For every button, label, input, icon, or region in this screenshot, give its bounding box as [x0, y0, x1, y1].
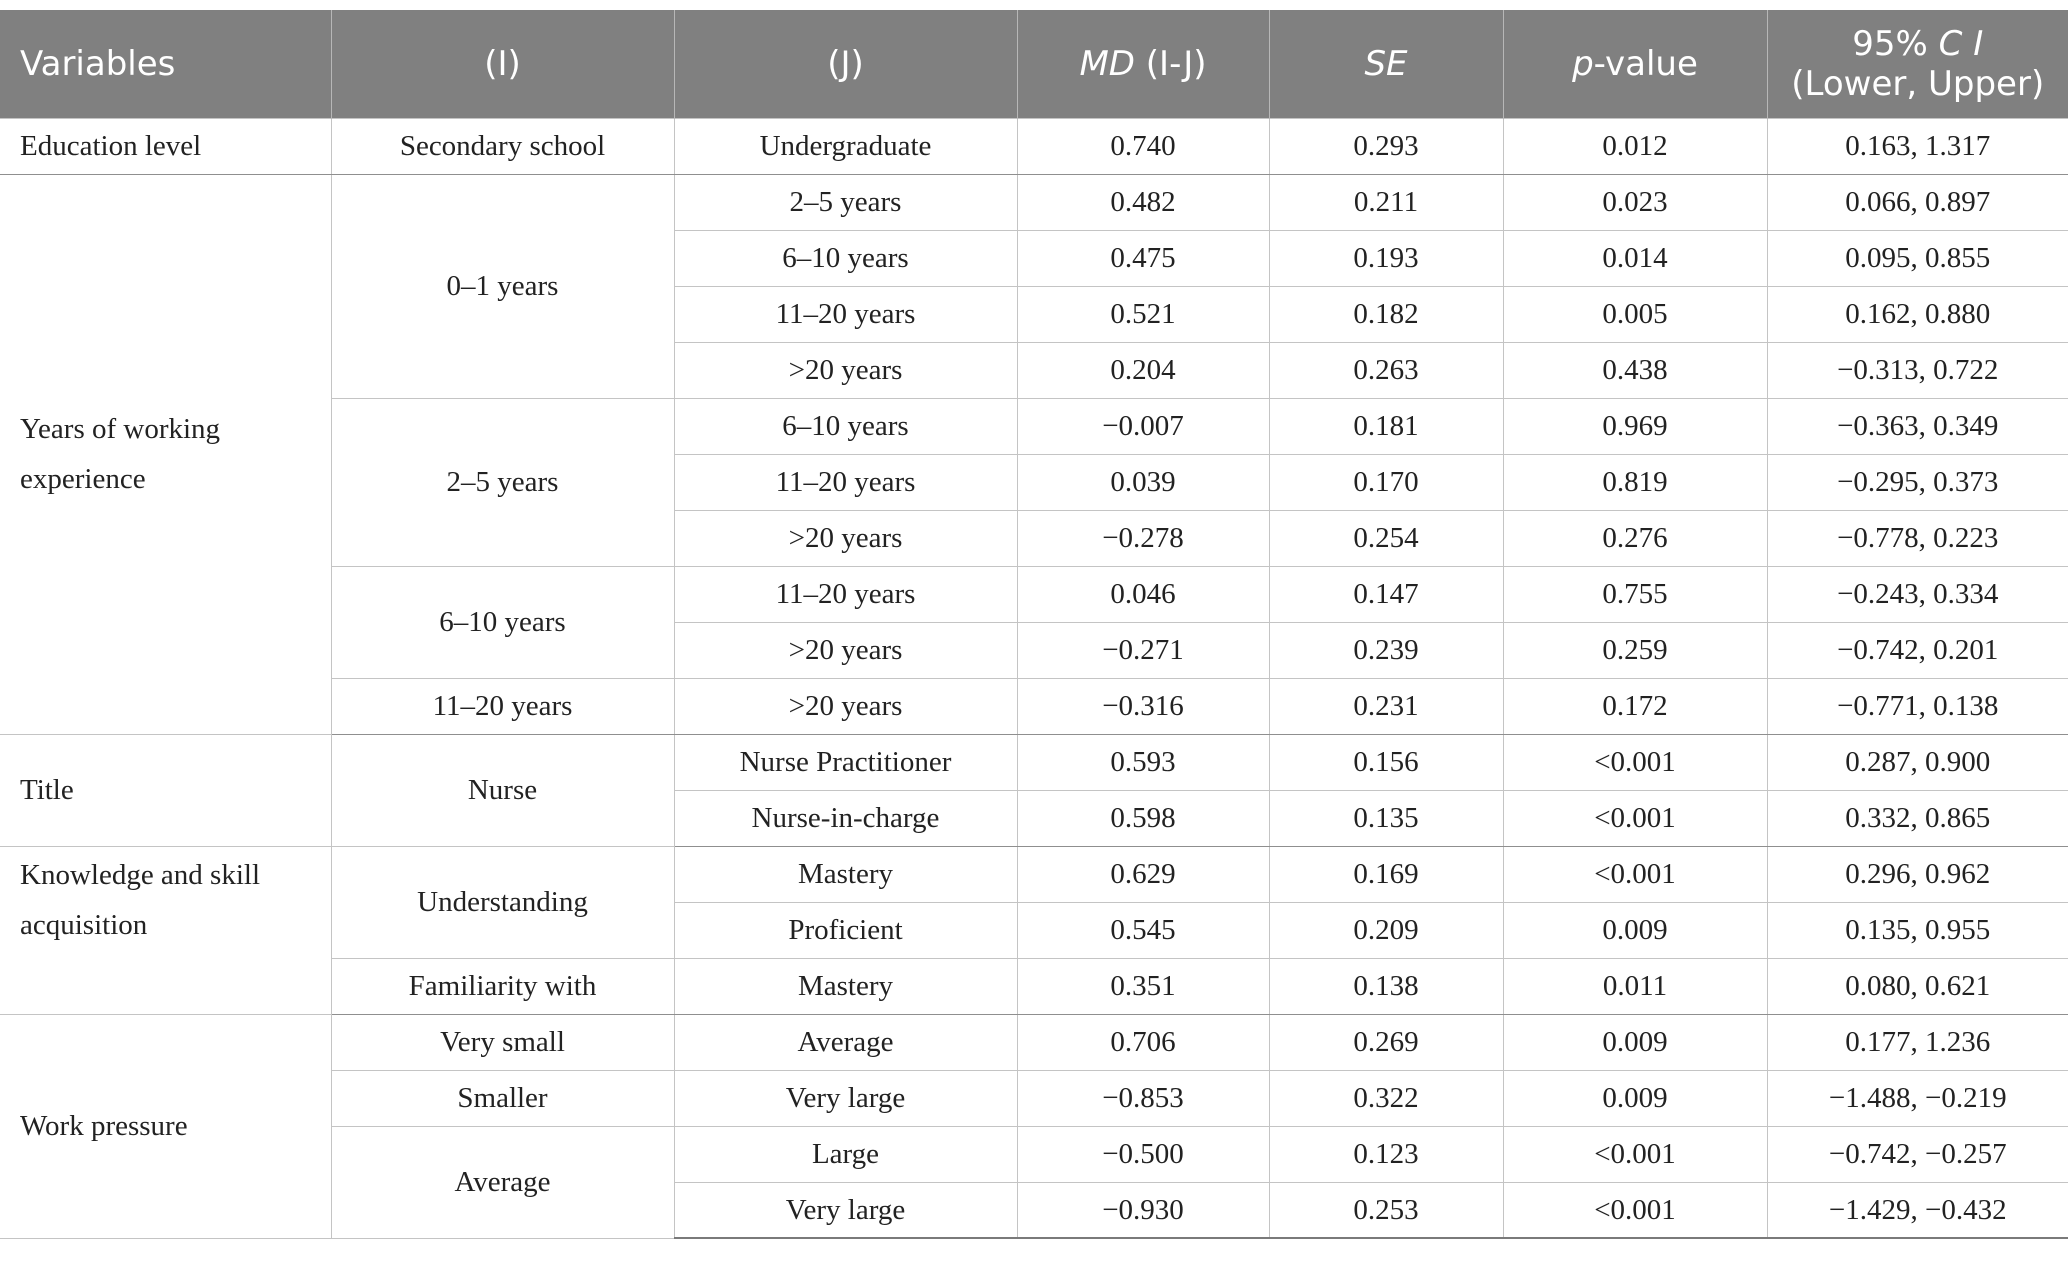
p-value: 0.014 [1503, 230, 1767, 286]
ci-value: −0.742, −0.257 [1767, 1126, 2068, 1182]
i-value: 6–10 years [331, 566, 674, 678]
p-value: 0.172 [1503, 678, 1767, 734]
ci-value: −0.243, 0.334 [1767, 566, 2068, 622]
j-value: Mastery [674, 958, 1017, 1014]
md-value: 0.706 [1017, 1014, 1269, 1070]
variable-knowledge-and-skill-acquisition: Knowledge and skill acquisition [0, 846, 331, 1014]
ci-value: −0.313, 0.722 [1767, 342, 2068, 398]
variable-work-pressure: Work pressure [0, 1014, 331, 1238]
md-value: −0.278 [1017, 510, 1269, 566]
table-row [0, 846, 2068, 902]
se-value: 0.181 [1269, 398, 1503, 454]
md-value: 0.475 [1017, 230, 1269, 286]
j-value: Very large [674, 1182, 1017, 1238]
md-value: 0.545 [1017, 902, 1269, 958]
p-value: <0.001 [1503, 1126, 1767, 1182]
j-value: Mastery [674, 846, 1017, 902]
ci-value: 0.163, 1.317 [1767, 118, 2068, 174]
header-variables: Variables [0, 10, 331, 118]
p-value: 0.009 [1503, 902, 1767, 958]
p-value: <0.001 [1503, 846, 1767, 902]
ci-value: −0.295, 0.373 [1767, 454, 2068, 510]
j-value: Large [674, 1126, 1017, 1182]
i-value: 11–20 years [331, 678, 674, 734]
md-value: −0.500 [1017, 1126, 1269, 1182]
ci-value: 0.177, 1.236 [1767, 1014, 2068, 1070]
se-value: 0.269 [1269, 1014, 1503, 1070]
md-value: 0.039 [1017, 454, 1269, 510]
p-value: 0.259 [1503, 622, 1767, 678]
se-value: 0.135 [1269, 790, 1503, 846]
se-value: 0.263 [1269, 342, 1503, 398]
se-value: 0.169 [1269, 846, 1503, 902]
p-value: 0.011 [1503, 958, 1767, 1014]
p-value: <0.001 [1503, 734, 1767, 790]
se-value: 0.170 [1269, 454, 1503, 510]
header-ci-bounds: (Lower, Upper) [1791, 63, 2045, 104]
header-row [0, 10, 2068, 118]
i-value: Secondary school [331, 118, 674, 174]
md-value: 0.351 [1017, 958, 1269, 1014]
i-value: 0–1 years [331, 174, 674, 398]
ci-value: 0.095, 0.855 [1767, 230, 2068, 286]
i-value: 2–5 years [331, 398, 674, 566]
header-md-suffix: (I-J) [1134, 43, 1207, 84]
j-value: 6–10 years [674, 230, 1017, 286]
table-row [0, 1014, 2068, 1070]
ci-value: −1.488, −0.219 [1767, 1070, 2068, 1126]
md-value: 0.740 [1017, 118, 1269, 174]
p-value: 0.012 [1503, 118, 1767, 174]
j-value: 6–10 years [674, 398, 1017, 454]
md-value: −0.271 [1017, 622, 1269, 678]
se-value: 0.253 [1269, 1182, 1503, 1238]
header-i: (I) [331, 10, 674, 118]
md-value: 0.629 [1017, 846, 1269, 902]
j-value: 11–20 years [674, 454, 1017, 510]
ci-value: −1.429, −0.432 [1767, 1182, 2068, 1238]
j-value: Proficient [674, 902, 1017, 958]
p-value: 0.009 [1503, 1014, 1767, 1070]
i-value: Very small [331, 1014, 674, 1070]
i-value: Understanding [331, 846, 674, 958]
se-value: 0.239 [1269, 622, 1503, 678]
md-value: −0.853 [1017, 1070, 1269, 1126]
md-value: −0.316 [1017, 678, 1269, 734]
ci-value: −0.778, 0.223 [1767, 510, 2068, 566]
header-md [1017, 10, 1269, 118]
table-container [0, 10, 2068, 1239]
md-value: 0.204 [1017, 342, 1269, 398]
se-value: 0.138 [1269, 958, 1503, 1014]
p-value: 0.438 [1503, 342, 1767, 398]
header-p-value [1503, 10, 1767, 118]
p-value: 0.023 [1503, 174, 1767, 230]
ci-value: 0.332, 0.865 [1767, 790, 2068, 846]
md-value: −0.930 [1017, 1182, 1269, 1238]
header-se [1269, 10, 1503, 118]
ci-value: 0.287, 0.900 [1767, 734, 2068, 790]
header-p-suffix: -value [1593, 43, 1698, 84]
md-value: 0.521 [1017, 286, 1269, 342]
p-value: <0.001 [1503, 1182, 1767, 1238]
i-value: Nurse [331, 734, 674, 846]
se-value: 0.156 [1269, 734, 1503, 790]
table-row [0, 174, 2068, 230]
se-value: 0.182 [1269, 286, 1503, 342]
p-value: <0.001 [1503, 790, 1767, 846]
j-value: 11–20 years [674, 286, 1017, 342]
p-value: 0.009 [1503, 1070, 1767, 1126]
j-value: Average [674, 1014, 1017, 1070]
i-value: Average [331, 1126, 674, 1238]
j-value: Very large [674, 1070, 1017, 1126]
md-value: 0.046 [1017, 566, 1269, 622]
j-value: Undergraduate [674, 118, 1017, 174]
p-value: 0.276 [1503, 510, 1767, 566]
se-value: 0.209 [1269, 902, 1503, 958]
md-value: 0.593 [1017, 734, 1269, 790]
md-value: 0.598 [1017, 790, 1269, 846]
se-value: 0.322 [1269, 1070, 1503, 1126]
ci-value: −0.771, 0.138 [1767, 678, 2068, 734]
table-row [0, 118, 2068, 174]
post-hoc-comparison-table [0, 10, 2068, 1239]
se-value: 0.193 [1269, 230, 1503, 286]
ci-value: 0.066, 0.897 [1767, 174, 2068, 230]
ci-value: −0.742, 0.201 [1767, 622, 2068, 678]
se-value: 0.147 [1269, 566, 1503, 622]
md-value: −0.007 [1017, 398, 1269, 454]
j-value: 11–20 years [674, 566, 1017, 622]
header-ci-symbol: C I [1938, 23, 1984, 64]
j-value: >20 years [674, 342, 1017, 398]
p-value: 0.005 [1503, 286, 1767, 342]
p-value: 0.969 [1503, 398, 1767, 454]
j-value: Nurse-in-charge [674, 790, 1017, 846]
se-value: 0.293 [1269, 118, 1503, 174]
ci-value: 0.080, 0.621 [1767, 958, 2068, 1014]
i-value: Familiarity with [331, 958, 674, 1014]
table-row [0, 734, 2068, 790]
j-value: >20 years [674, 678, 1017, 734]
j-value: >20 years [674, 622, 1017, 678]
header-p-symbol: p [1572, 43, 1594, 84]
j-value: 2–5 years [674, 174, 1017, 230]
header-j: (J) [674, 10, 1017, 118]
variable-years-of-working-experience: Years of working experience [0, 174, 331, 734]
header-md-symbol: MD [1079, 43, 1135, 84]
variable-education-level: Education level [0, 118, 331, 174]
ci-value: −0.363, 0.349 [1767, 398, 2068, 454]
ci-value: 0.135, 0.955 [1767, 902, 2068, 958]
header-ci-prefix: 95% [1852, 23, 1939, 64]
variable-title: Title [0, 734, 331, 846]
md-value: 0.482 [1017, 174, 1269, 230]
header-ci [1767, 10, 2068, 118]
ci-value: 0.296, 0.962 [1767, 846, 2068, 902]
j-value: Nurse Practitioner [674, 734, 1017, 790]
se-value: 0.254 [1269, 510, 1503, 566]
se-value: 0.211 [1269, 174, 1503, 230]
p-value: 0.755 [1503, 566, 1767, 622]
header-se-symbol: SE [1364, 43, 1408, 84]
p-value: 0.819 [1503, 454, 1767, 510]
ci-value: 0.162, 0.880 [1767, 286, 2068, 342]
j-value: >20 years [674, 510, 1017, 566]
i-value: Smaller [331, 1070, 674, 1126]
se-value: 0.231 [1269, 678, 1503, 734]
se-value: 0.123 [1269, 1126, 1503, 1182]
